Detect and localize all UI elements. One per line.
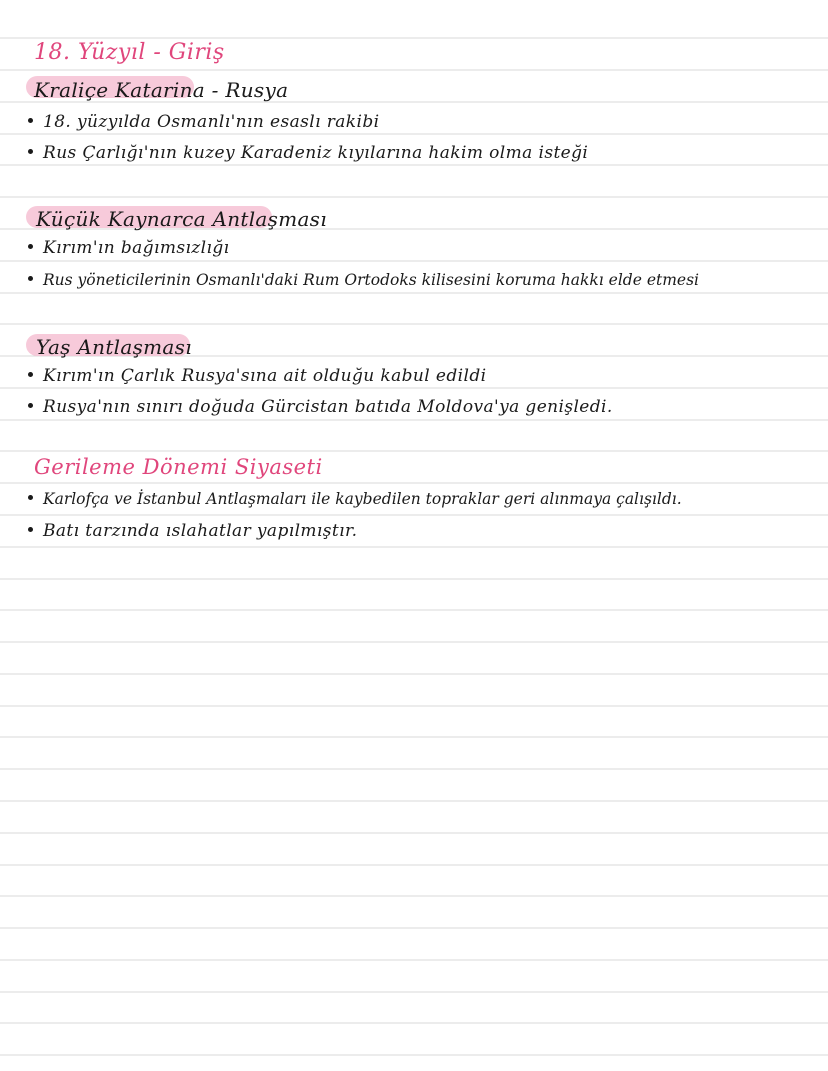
bullet-point — [28, 244, 33, 249]
bullet-text: Rus Çarlığı'nın kuzey Karadeniz kıyılarına hakim olma isteği — [43, 143, 589, 163]
section-heading: Küçük Kaynarca Antlaşması — [36, 207, 327, 231]
list-item — [28, 143, 588, 163]
bullet-text: Kırım'ın bağımsızlığı — [43, 238, 230, 258]
bullet-point — [28, 527, 33, 532]
bullet-point — [28, 149, 33, 154]
bullet-point — [28, 118, 33, 123]
section-heading: Yaş Antlaşması — [36, 335, 192, 359]
list-item — [28, 112, 379, 132]
bullet-text: Rusya'nın sınırı doğuda Gürcistan batıda Moldova'ya genişledi. — [43, 397, 613, 417]
bullet-point — [28, 403, 33, 408]
page-title: 18. Yüzyıl - Giriş — [34, 40, 225, 65]
bullet-point — [28, 495, 33, 500]
list-item — [28, 238, 229, 258]
list-item — [28, 489, 682, 509]
list-item — [28, 270, 699, 290]
section-heading: Kraliçe Katarina - Rusya — [34, 78, 289, 102]
list-item — [28, 397, 613, 417]
bullet-text: Rus yöneticilerinin Osmanlı'daki Rum Ortodoks kilisesini koruma hakkı elde etmesi — [43, 271, 700, 289]
bullet-text: Karlofça ve İstanbul Antlaşmaları ile kaybedilen topraklar geri alınmaya çalışıldı. — [43, 490, 682, 508]
bullet-point — [28, 276, 33, 281]
list-item — [28, 521, 357, 541]
list-item — [28, 366, 486, 386]
bullet-text: 18. yüzyılda Osmanlı'nın esaslı rakibi — [43, 112, 380, 132]
bullet-text: Kırım'ın Çarlık Rusya'sına ait olduğu kabul edildi — [43, 366, 487, 386]
section-heading: Gerileme Dönemi Siyaseti — [34, 455, 323, 479]
bullet-point — [28, 372, 33, 377]
bullet-text: Batı tarzında ıslahatlar yapılmıştır. — [43, 521, 358, 541]
